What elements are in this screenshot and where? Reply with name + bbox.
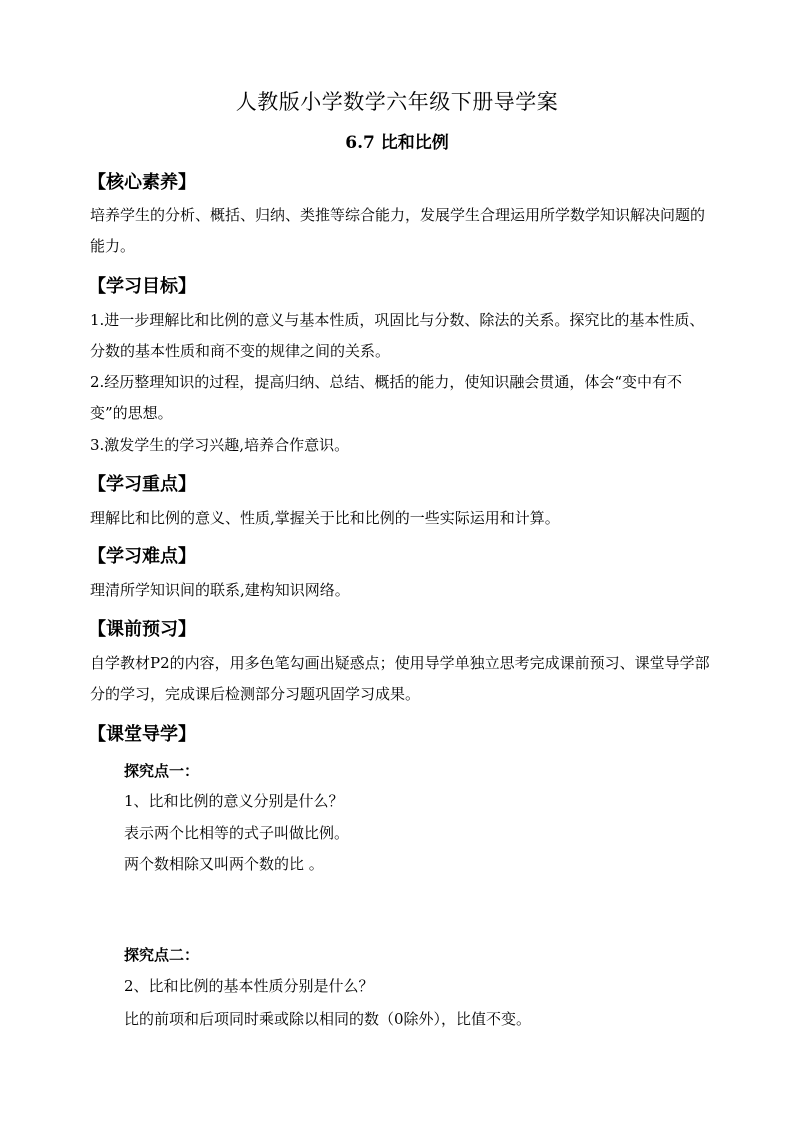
explore-point-2-label: 探究点二： bbox=[124, 946, 200, 964]
explore-point-1-question: 1、比和比例的意义分别是什么？ bbox=[124, 792, 344, 810]
goal-item-3: 3.激发学生的学习兴趣,培养合作意识。 bbox=[90, 436, 350, 454]
section-text-preview: 自学教材P2的内容，用多色笔勾画出疑惑点；使用导学单独立思考完成课前预习、课堂导学部分的学习，完成课后检测部分习题巩固学习成果。 bbox=[90, 654, 710, 703]
section-text-key: 理解比和比例的意义、性质,掌握关于比和比例的一些实际运用和计算。 bbox=[90, 509, 560, 527]
section-heading-guide: 【课堂导学】 bbox=[88, 724, 196, 745]
goal-item-2: 2.经历整理知识的过程，提高归纳、总结、概括的能力，使知识融会贯通，体会“变中有不变”的思想。 bbox=[90, 373, 682, 422]
goal-item-1: 1.进一步理解比和比例的意义与基本性质，巩固比与分数、除法的关系。探究比的基本性质、分数的基本性质和商不变的规律之间的关系。 bbox=[90, 311, 705, 360]
section-text-difficulty: 理清所学知识间的联系,建构知识网络。 bbox=[90, 581, 350, 599]
section-heading-key: 【学习重点】 bbox=[88, 474, 196, 495]
explore-point-2-answer-1: 比的前项和后项同时乘或除以相同的数（0除外），比值不变。 bbox=[124, 1010, 532, 1028]
section-text-core: 培养学生的分析、概括、归纳、类推等综合能力，发展学生合理运用所学数学知识解决问题的能力。 bbox=[90, 206, 706, 255]
section-heading-goals: 【学习目标】 bbox=[88, 276, 196, 297]
explore-point-1-answer-2: 两个数相除又叫两个数的比 。 bbox=[124, 855, 324, 873]
explore-point-2-question: 2、比和比例的基本性质分别是什么？ bbox=[124, 977, 374, 995]
explore-point-1-label: 探究点一： bbox=[124, 762, 200, 780]
section-heading-difficulty: 【学习难点】 bbox=[88, 546, 196, 567]
explore-point-1-answer-1: 表示两个比相等的式子叫做比例。 bbox=[124, 824, 350, 842]
document-subtitle: 6.7 比和比例 bbox=[345, 133, 449, 153]
document-title: 人教版小学数学六年级下册导学案 bbox=[235, 90, 559, 114]
section-heading-core: 【核心素养】 bbox=[88, 172, 196, 193]
section-heading-preview: 【课前预习】 bbox=[88, 619, 196, 640]
